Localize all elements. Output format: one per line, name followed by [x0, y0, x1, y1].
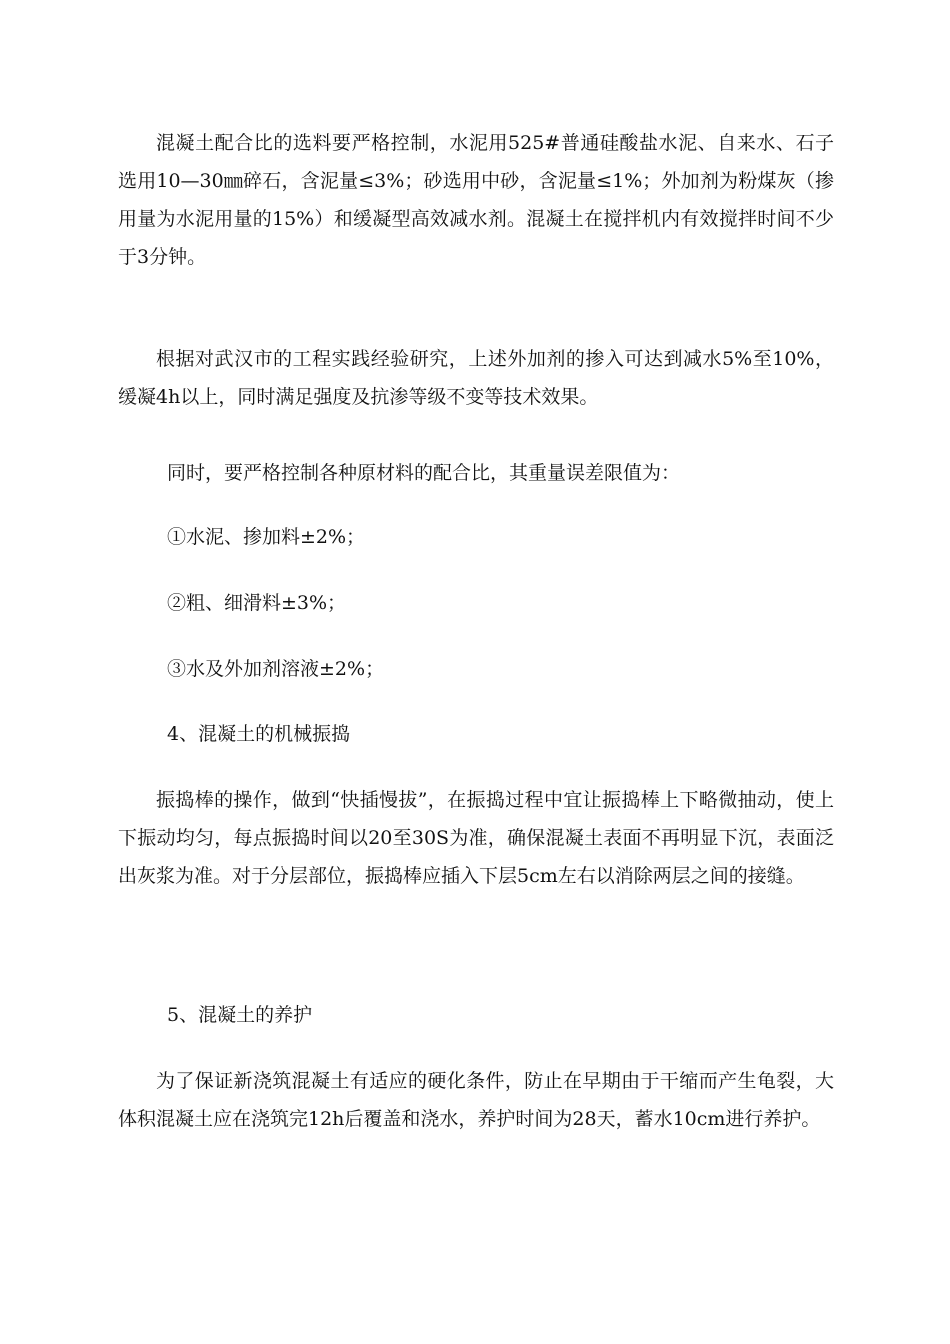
paragraph-admixture-effect: 根据对武汉市的工程实践经验研究，上述外加剂的掺入可达到减水5%至10%，缓凝4h以上，同时满足强度及抗渗等级不变等技术效果。 — [118, 348, 834, 408]
paragraph-curing: 为了保证新浇筑混凝土有适应的硬化条件，防止在早期由于干缩而产生龟裂，大体积混凝土应在浇筑完12h后覆盖和浇水，养护时间为28天，蓄水10cm进行养护。 — [118, 1070, 834, 1130]
section-heading-curing: 5、混凝土的养护 — [167, 1004, 313, 1026]
paragraph-vibration: 振捣棒的操作，做到“快插慢拔”，在振捣过程中宜让振捣棒上下略微抽动，使上下振动均匀，每点振捣时间以20至30S为准，确保混凝土表面不再明显下沉，表面泛出灰浆为准。对于分层部位，振捣棒应插入下层5cm左右以消除两层之间的接缝。 — [118, 789, 834, 887]
section-heading-vibration: 4、混凝土的机械振捣 — [167, 723, 351, 745]
paragraph-weight-tolerance: 同时，要严格控制各种原材料的配合比，其重量误差限值为： — [167, 462, 681, 484]
paragraph-mix-materials: 混凝土配合比的选料要严格控制，水泥用525#普通硅酸盐水泥、自来水、石子选用10—30㎜碎石，含泥量≤3%；砂选用中砂，含泥量≤1%；外加剂为粉煤灰（掺用量为水泥用量的15%）和缓凝型高效减水剂。混凝土在搅拌机内有效搅拌时间不少于3分钟。 — [118, 132, 834, 268]
list-item-cement: ①水泥、掺加料±2%； — [167, 526, 366, 548]
list-item-aggregate: ②粗、细滑料±3%； — [167, 592, 347, 614]
list-item-water: ③水及外加剂溶液±2%； — [167, 658, 385, 680]
